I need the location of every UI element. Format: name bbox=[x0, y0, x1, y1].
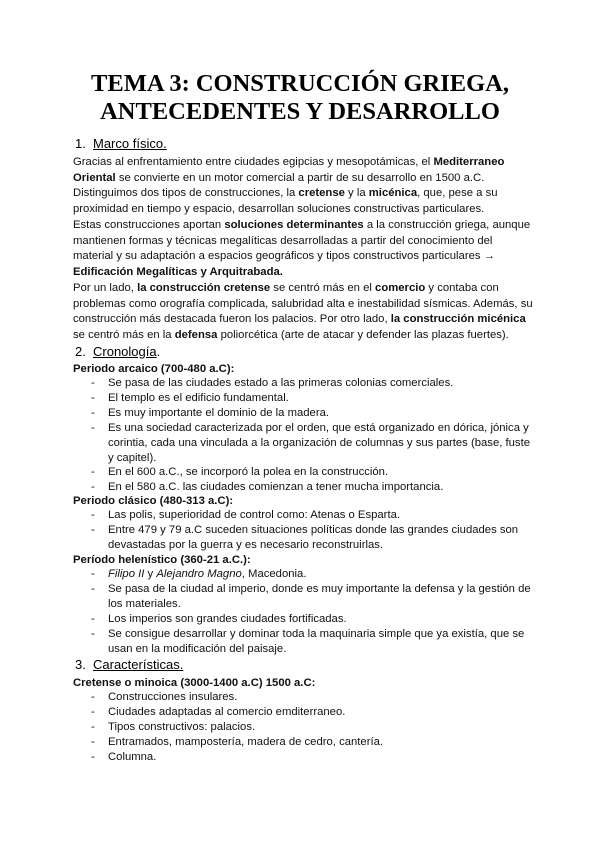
list-item-text: En el 580 a.C. las ciudades comienzan a tener mucha importancia. bbox=[108, 481, 444, 493]
dash-bullet: - bbox=[91, 481, 95, 493]
dash-bullet: - bbox=[91, 509, 95, 521]
dash-bullet: - bbox=[91, 721, 95, 733]
section-number: 3. bbox=[75, 657, 86, 672]
list-item-text bbox=[108, 567, 531, 582]
bold-run: cretense bbox=[298, 187, 345, 199]
section-heading-cronologia: 2. Cronología. bbox=[75, 344, 161, 359]
text-run: se centró más en el bbox=[270, 282, 376, 294]
bold-run: micénica bbox=[368, 187, 418, 199]
dash-bullet: - bbox=[91, 691, 95, 703]
italic-run: Filipo II bbox=[108, 568, 145, 580]
dash-bullet: - bbox=[91, 524, 95, 536]
list-item bbox=[91, 465, 531, 480]
bold-run: Edificación Megalíticas y Arquitrabada. bbox=[73, 265, 283, 278]
list-item-text: Se pasa de las ciudades estado a las primeras colonias comerciales. bbox=[108, 377, 454, 389]
list-item bbox=[91, 567, 531, 582]
list-item bbox=[91, 750, 531, 765]
text-run: y bbox=[144, 568, 157, 580]
period-heading-helenistico: Período helenístico (360-21 a.C.): bbox=[73, 554, 251, 566]
section-title: Marco físico. bbox=[93, 136, 167, 151]
list-item-text: En el 600 a.C., se incorporó la polea en la construcción. bbox=[108, 466, 389, 478]
section-title: Cronología bbox=[93, 344, 157, 359]
list-item-text: Es muy importante el dominio de la madera. bbox=[108, 407, 330, 419]
dash-bullet: - bbox=[91, 392, 95, 404]
dash-bullet: - bbox=[91, 751, 95, 763]
text-run: se centró más en la bbox=[73, 328, 175, 341]
dash-bullet: - bbox=[91, 613, 95, 625]
list-item-text: Se consigue desarrollar y dominar toda la maquinaria simple que ya existía, que se usan en la modificación del paisaje. bbox=[108, 628, 525, 655]
text-run: y contaba con problemas como orografía complicada, salubridad alta e inestabilidad sísmicas. Además, su construcción más destacada fueron los palacios. Por otro lado, bbox=[73, 282, 533, 325]
text-run: , que, pese a su proximidad en tiempo y espacio, desarrollan soluciones constructivas particulares. bbox=[73, 187, 498, 215]
list-item bbox=[91, 508, 531, 523]
list-item-text: Los imperios son grandes ciudades fortificadas. bbox=[108, 613, 347, 625]
bold-run: la construcción micénica bbox=[390, 313, 526, 325]
page-title bbox=[40, 70, 560, 126]
list-item-text: Columna. bbox=[108, 751, 157, 763]
text-run: poliorcética (arte de atacar y defender las plazas fuertes). bbox=[217, 328, 509, 341]
title-line-1: TEMA 3: CONSTRUCCIÓN GRIEGA, bbox=[91, 70, 509, 97]
dash-bullet: - bbox=[91, 628, 95, 640]
list-item bbox=[91, 720, 531, 735]
bold-run: soluciones determinantes bbox=[224, 219, 364, 231]
list-item bbox=[91, 735, 531, 750]
list-item-text: Entramados, mampostería, madera de cedro, cantería. bbox=[108, 736, 384, 748]
list-item bbox=[91, 421, 531, 466]
title-line-2: ANTECEDENTES Y DESARROLLO bbox=[100, 98, 500, 125]
dash-bullet: - bbox=[91, 706, 95, 718]
dash-bullet: - bbox=[91, 583, 95, 595]
paragraph-cretense-micenica bbox=[73, 281, 533, 343]
text-run: Gracias al enfrentamiento entre ciudades egipcias y mesopotámicas, el bbox=[73, 156, 434, 168]
text-run: y la bbox=[344, 187, 369, 199]
text-run: Distinguimos dos tipos de construcciones, la bbox=[73, 187, 299, 199]
dash-bullet: - bbox=[91, 422, 95, 434]
list-item bbox=[91, 612, 531, 627]
paragraph-mediterraneo bbox=[73, 155, 533, 186]
list-item-text: Construcciones insulares. bbox=[108, 691, 238, 703]
list-item bbox=[91, 376, 531, 391]
dash-bullet: - bbox=[91, 407, 95, 419]
list-item bbox=[91, 627, 531, 657]
list-item-text: Las polis, superioridad de control como: Atenas o Esparta. bbox=[108, 509, 401, 521]
list-item-text: El templo es el edificio fundamental. bbox=[108, 392, 289, 404]
period-heading-arcaico: Periodo arcaico (700-480 a.C): bbox=[73, 363, 235, 375]
dash-bullet: - bbox=[91, 736, 95, 748]
italic-run: Alejandro Magno bbox=[156, 568, 242, 580]
dash-bullet: - bbox=[91, 377, 95, 389]
list-item bbox=[91, 582, 531, 612]
bold-run: la construcción cretense bbox=[137, 282, 271, 294]
bold-run: defensa bbox=[174, 328, 218, 341]
section-title: Características. bbox=[93, 657, 184, 672]
paragraph-tipos-construcciones bbox=[73, 186, 533, 217]
text-run: a la construcción griega, aunque mantienen formas y técnicas megalíticas desarrolladas a partir del conocimiento del material y su adaptación a espacios geográficos y tipos constructivos particulares → bbox=[73, 219, 531, 262]
list-item bbox=[91, 391, 531, 406]
list-item bbox=[91, 690, 531, 705]
period-heading-clasico: Periodo clásico (480-313 a.C): bbox=[73, 495, 234, 507]
text-run: Por un lado, bbox=[73, 282, 138, 294]
text-run: , Macedonia. bbox=[241, 568, 307, 580]
paragraph-soluciones bbox=[73, 218, 533, 280]
dash-bullet: - bbox=[91, 466, 95, 478]
list-item-text: Es una sociedad caracterizada por el orden, que está organizado en dórica, jónica y corintia, cada una vinculada a la organización de columnas y sus partes (base, fuste y capitel). bbox=[108, 422, 530, 464]
list-item-text: Ciudades adaptadas al comercio emditerraneo. bbox=[108, 706, 346, 718]
list-item bbox=[91, 705, 531, 720]
section-number: 1. bbox=[75, 136, 86, 151]
list-item-text: Entre 479 y 79 a.C suceden situaciones políticas donde las grandes ciudades son devastadas por la guerra y es necesario reconstruirlas. bbox=[108, 524, 519, 551]
text-run: se convierte en un motor comercial a partir de su desarrollo en 1500 a.C. bbox=[115, 171, 485, 184]
list-item-text: Se pasa de la ciudad al imperio, donde es muy importante la defensa y la gestión de los materiales. bbox=[108, 583, 531, 610]
bold-run: Mediterraneo Oriental bbox=[73, 156, 505, 184]
section-heading-caracteristicas bbox=[75, 657, 184, 673]
subheading-cretense: Cretense o minoica (3000-1400 a.C) 1500 a.C: bbox=[73, 677, 316, 689]
dash-bullet: - bbox=[91, 568, 95, 580]
bold-run: comercio bbox=[375, 282, 426, 294]
list-item bbox=[91, 523, 531, 553]
list-item bbox=[91, 406, 531, 421]
list-item-text: Tipos constructivos: palacios. bbox=[108, 721, 256, 733]
section-number: 2. bbox=[75, 344, 86, 359]
section-heading-marco-fisico bbox=[75, 136, 167, 152]
list-item bbox=[91, 480, 531, 495]
text-run: Estas construcciones aportan bbox=[73, 219, 225, 231]
